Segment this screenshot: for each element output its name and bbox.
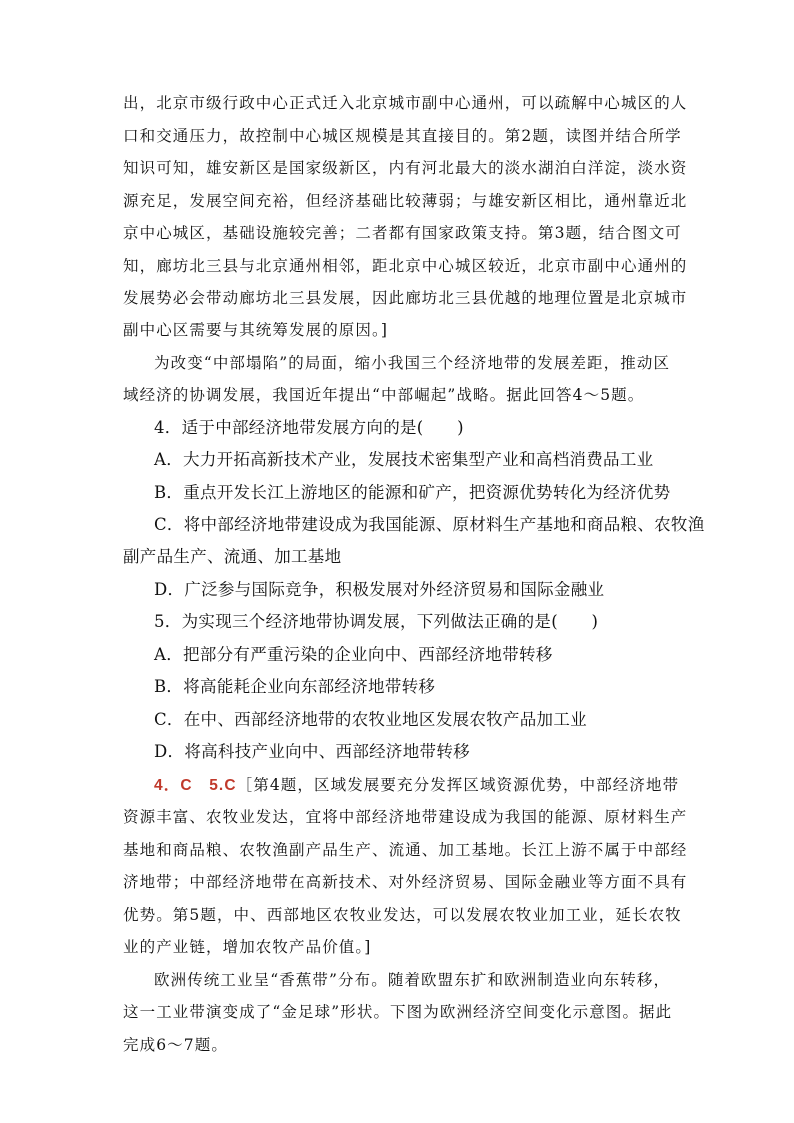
answer-explanation-line: 优势。第5题，中、西部地区农牧业发达，可以发展农牧业加工业，延长农牧 [123,906,682,924]
question-4-option-a: A．大力开拓高新技术产业，发展技术密集型产业和高档消费品工业 [154,450,654,469]
answer-label: 4．C 5.C [154,777,237,794]
question-5-option-d: D．将高科技产业向中、西部经济地带转移 [154,742,470,761]
intro-line: 域经济的协调发展，我国近年提出“中部崛起”战略。据此回答4～5题。 [123,386,645,404]
explanation-line: 京中心城区，基础设施较完善；二者都有国家政策支持。第3题，结合图文可 [123,224,682,242]
answer-explanation-line: 业的产业链，增加农牧产品价值。] [123,938,372,956]
answer-line [154,774,679,797]
explanation-line: 源充足，发展空间充裕，但经济基础比较薄弱；与雄安新区相比，通州靠近北 [123,192,688,210]
question-4-stem: 4．适于中部经济地带发展方向的是( ) [154,418,464,437]
answer-explanation-line: 济地带；中部经济地带在高新技术、对外经济贸易、国际金融业等方面不具有 [123,873,688,891]
intro-line: 为改变“中部塌陷”的局面，缩小我国三个经济地带的发展差距，推动区 [154,354,671,372]
answer-explanation-start: ［第4题，区域发展要充分发挥区域资源优势，中部经济地带 [236,776,680,794]
explanation-line: 口和交通压力，故控制中心城区规模是其直接目的。第2题，读图并结合所学 [123,127,682,145]
explanation-line: 知，廊坊北三县与北京通州相邻，距北京中心城区较近，北京市副中心通州的 [123,257,688,275]
question-5-option-c: C．在中、西部经济地带的农牧业地区发展农牧产品加工业 [154,710,587,729]
question-5-option-a: A．把部分有严重污染的企业向中、西部经济地带转移 [154,645,553,664]
explanation-line: 知识可知，雄安新区是国家级新区，内有河北最大的淡水湖泊白洋淀，淡水资 [123,159,688,177]
explanation-line: 发展势必会带动廊坊北三县发展，因此廊坊北三县优越的地理位置是北京城市 [123,289,688,307]
question-4-option-b: B．重点开发长江上游地区的能源和矿产，把资源优势转化为经济优势 [154,483,671,502]
intro-line: 欧洲传统工业呈“香蕉带”分布。随着欧盟东扩和欧洲制造业向东转移， [154,971,671,989]
question-4-option-c: C．将中部经济地带建设成为我国能源、原材料生产基地和商品粮、农牧渔 [154,515,705,534]
question-4-option-c-cont: 副产品生产、流通、加工基地 [123,547,342,566]
question-5-option-b: B．将高能耗企业向东部经济地带转移 [154,677,436,696]
answer-explanation-line: 基地和商品粮、农牧渔副产品生产、流通、加工基地。长江上游不属于中部经 [123,841,688,859]
explanation-line: 副中心区需要与其统筹发展的原因。] [123,321,388,339]
intro-line: 这一工业带演变成了“金足球”形状。下图为欧洲经济空间变化示意图。据此 [123,1003,673,1021]
explanation-line: 出，北京市级行政中心正式迁入北京城市副中心通州，可以疏解中心城区的人 [123,94,688,112]
question-4-option-d: D．广泛参与国际竞争，积极发展对外经济贸易和国际金融业 [154,580,605,599]
question-5-stem: 5．为实现三个经济地带协调发展，下列做法正确的是( ) [154,612,599,631]
intro-line: 完成6～7题。 [123,1036,228,1054]
answer-explanation-line: 资源丰富、农牧业发达，宜将中部经济地带建设成为我国的能源、原材料生产 [123,808,688,826]
